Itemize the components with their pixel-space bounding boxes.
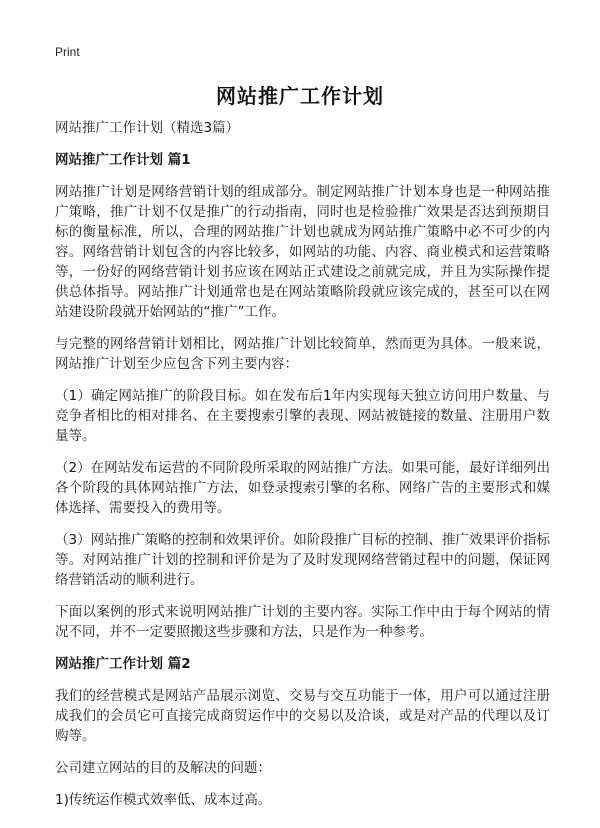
- section-2-heading: 网站推广工作计划 篇2: [55, 656, 191, 672]
- list-item: （3）网站推广策略的控制和效果评价。如阶段推广目标的控制、推广效果评价指标等。对网站推广计划的控制和评价是为了及时发现网络营销过程中的问题，保证网络营销活动的顺利进行。: [55, 532, 550, 588]
- section-1-heading: 网站推广工作计划 篇1: [55, 152, 191, 168]
- document-body: [55, 118, 550, 822]
- list-item: （1）确定网站推广的阶段目标。如在发布后1年内实现每天独立访问用户数量、与竞争者相比的相对排名、在主要搜索引擎的表现、网站被链接的数量、注册用户数量等。: [55, 388, 550, 444]
- paragraph: 公司建立网站的目的及解决的问题：: [55, 760, 271, 776]
- paragraph: 网站推广计划是网络营销计划的组成部分。制定网站推广计划本身也是一种网站推广策略，推广计划不仅是推广的行动指南，同时也是检验推广效果是否达到预期目标的衡量标准，所以，合理的网站推广计划也就成为网站推广策略中必不可少的内容。网络营销计划包含的内容比较多，如网站的功能、内容、商业模式和运营策略等，一份好的网络营销计划书应该在网站正式建设之前就完成，并且为实际操作提供总体指导。网站推广计划通常也是在网站策略阶段就应该完成的，甚至可以在网站建设阶段就开始网站的“推广”工作。: [55, 184, 550, 320]
- page-title: 网站推广工作计划: [216, 84, 384, 108]
- paragraph: 我们的经营模式是网站产品展示浏览、交易与交互功能于一体，用户可以通过注册成我们的会员它可直接完成商贸运作中的交易以及洽谈，或是对产品的代理以及订购等。: [55, 688, 550, 744]
- list-item: （2）在网站发布运营的不同阶段所采取的网站推广方法。如果可能，最好详细列出各个阶段的具体网站推广方法，如登录搜索引擎的名称、网络广告的主要形式和媒体选择、需要投入的费用等。: [55, 460, 550, 516]
- document-subtitle: 网站推广工作计划（精选3篇）: [55, 120, 240, 136]
- paragraph: 下面以案例的形式来说明网站推广计划的主要内容。实际工作中由于每个网站的情况不同，并不一定要照搬这些步骤和方法，只是作为一种参考。: [55, 604, 550, 640]
- list-item: 1)传统运作模式效率低、成本过高。: [55, 792, 272, 808]
- paragraph: 与完整的网络营销计划相比，网站推广计划比较简单，然而更为具体。一般来说，网站推广计划至少应包含下列主要内容：: [55, 336, 550, 372]
- print-link[interactable]: Print: [55, 45, 80, 59]
